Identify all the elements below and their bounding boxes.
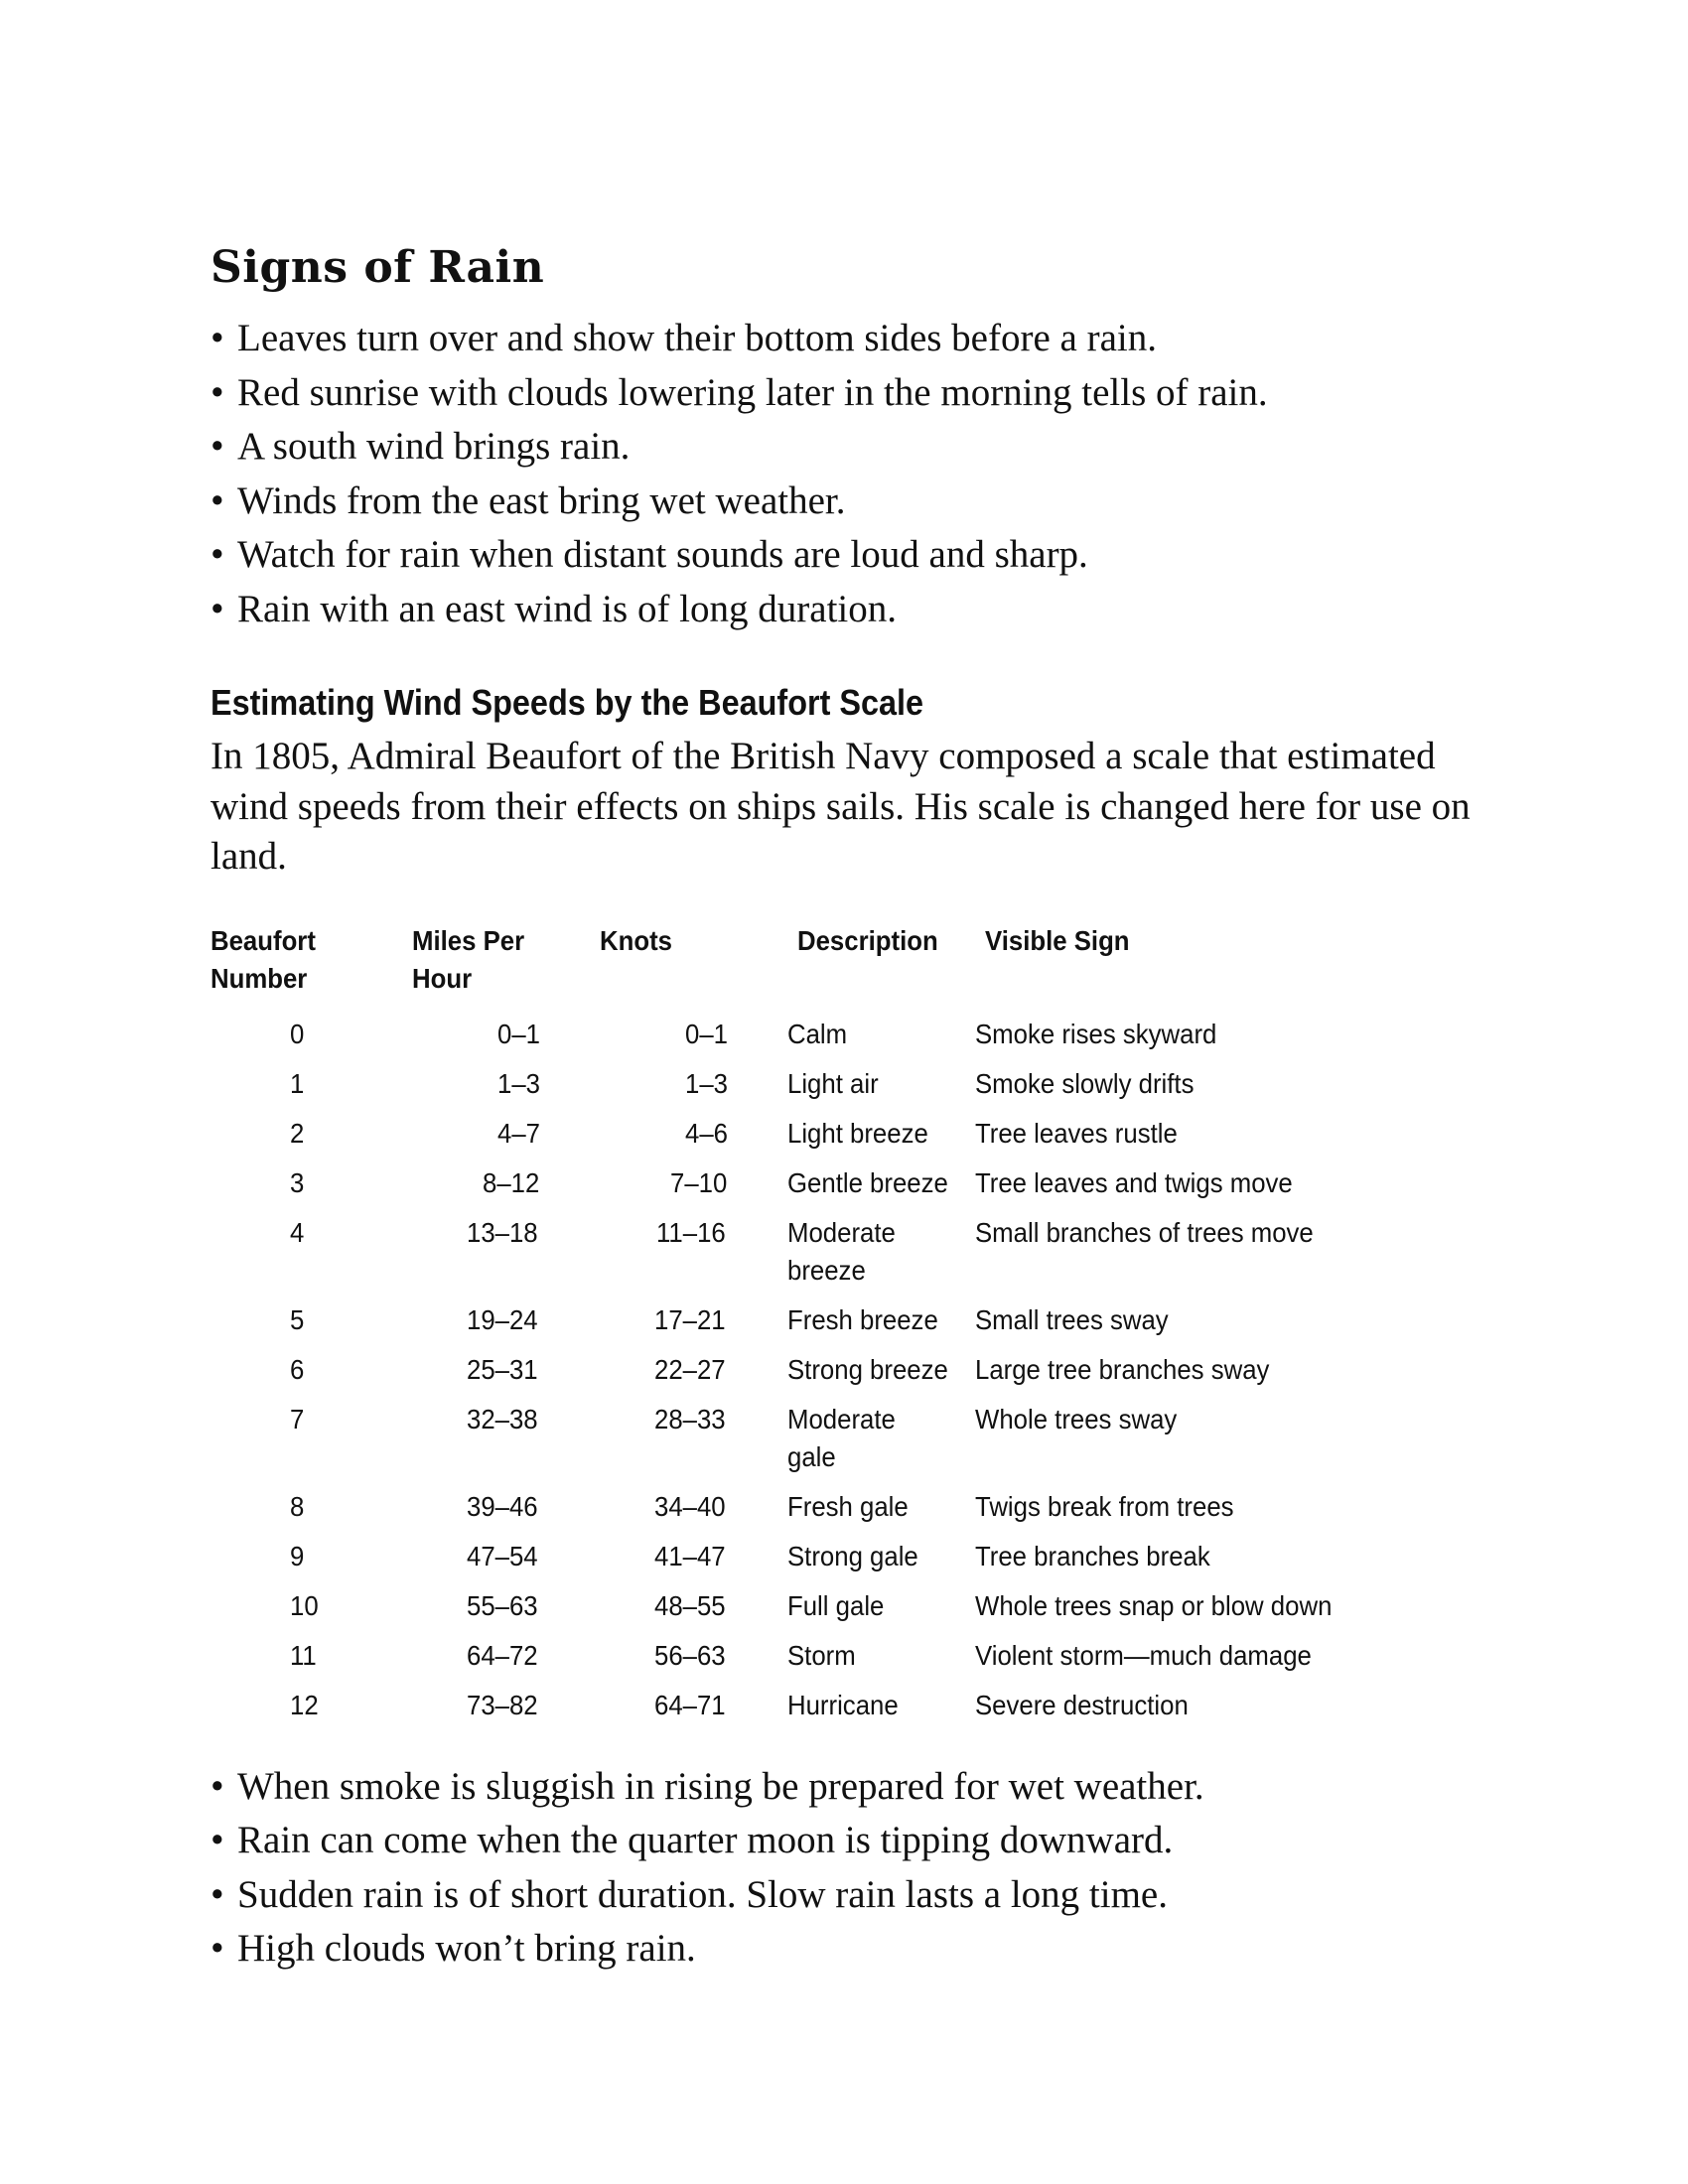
cell-number: 4 [290,1216,305,1248]
table-row [211,1395,1422,1482]
header-description: Description [797,924,938,956]
cell-description: Gentle breeze [787,1166,948,1198]
cell-description: Fresh breeze [787,1303,938,1335]
signs-of-rain-list [211,312,1501,636]
list-item: • Leaves turn over and show their bottom sides before a rain. [211,312,1501,366]
cell-visible-sign: Whole trees snap or blow down [975,1589,1333,1621]
document-page [211,238,1501,1977]
cell-visible-sign: Tree leaves and twigs move [975,1166,1293,1198]
list-item: • Rain can come when the quarter moon is tipping downward. [211,1814,1501,1868]
cell-knots: 22–27 [654,1353,726,1385]
list-item: • High clouds won’t bring rain. [211,1922,1501,1977]
more-rain-signs-list [211,1760,1501,1977]
cell-mph: 32–38 [467,1403,538,1434]
cell-mph: 0–1 [497,1018,541,1049]
cell-knots: 4–6 [685,1117,729,1149]
cell-description: Strong gale [787,1540,918,1571]
cell-description: Light air [787,1067,879,1099]
header-miles-per-hour: Miles Per Hour [412,924,525,994]
cell-knots: 17–21 [654,1303,726,1335]
cell-visible-sign: Large tree branches sway [975,1353,1270,1385]
cell-number: 8 [290,1490,305,1522]
cell-mph: 4–7 [497,1117,541,1149]
cell-mph: 13–18 [467,1216,538,1248]
cell-knots: 1–3 [685,1067,729,1099]
cell-knots: 41–47 [654,1540,726,1571]
list-item: • Sudden rain is of short duration. Slow rain lasts a long time. [211,1868,1501,1923]
cell-description: Fresh gale [787,1490,909,1522]
list-item: • Red sunrise with clouds lowering later in the morning tells of rain. [211,366,1501,421]
cell-knots: 64–71 [654,1689,726,1720]
cell-description: Calm [787,1018,848,1049]
beaufort-intro: In 1805, Admiral Beaufort of the British Navy composed a scale that estimated wind speeds from their effects on ships sails. His scale is changed here for use on land. [211,735,1471,878]
list-item: • Winds from the east bring wet weather. [211,475,1501,529]
cell-visible-sign: Small trees sway [975,1303,1169,1335]
table-row [211,1482,1422,1532]
table-row [211,1010,1422,1059]
cell-mph: 8–12 [482,1166,540,1198]
cell-knots: 0–1 [685,1018,729,1049]
cell-mph: 55–63 [467,1589,538,1621]
cell-number: 7 [290,1403,305,1434]
cell-number: 11 [290,1639,317,1671]
table-row [211,1296,1422,1345]
list-item: • A south wind brings rain. [211,420,1501,475]
cell-visible-sign: Smoke rises skyward [975,1018,1217,1049]
header-beaufort-number: Beaufort Number [211,924,316,994]
table-row [211,1208,1422,1296]
table-row [211,1532,1422,1581]
cell-number: 6 [290,1353,305,1385]
list-item: • Rain with an east wind is of long duration. [211,583,1501,637]
cell-description: Moderate breeze [787,1216,896,1286]
section-title: Signs of Rain [211,242,545,293]
cell-mph: 73–82 [467,1689,538,1720]
header-visible-sign: Visible Sign [985,924,1130,956]
cell-knots: 56–63 [654,1639,726,1671]
cell-number: 5 [290,1303,305,1335]
table-row [211,1581,1422,1631]
cell-description: Storm [787,1639,856,1671]
beaufort-table [211,922,1422,1730]
cell-description: Hurricane [787,1689,899,1720]
cell-visible-sign: Violent storm—much damage [975,1639,1312,1671]
cell-knots: 11–16 [656,1216,726,1248]
cell-number: 0 [290,1018,305,1049]
beaufort-heading: Estimating Wind Speeds by the Beaufort Scale [211,682,924,723]
table-row [211,1159,1422,1208]
cell-visible-sign: Severe destruction [975,1689,1189,1720]
cell-number: 9 [290,1540,305,1571]
cell-visible-sign: Small branches of trees move [975,1216,1314,1248]
cell-number: 10 [290,1589,319,1621]
header-knots: Knots [600,924,672,956]
table-row [211,1345,1422,1395]
cell-mph: 64–72 [467,1639,538,1671]
cell-number: 3 [290,1166,305,1198]
cell-mph: 39–46 [467,1490,538,1522]
table-row [211,1059,1422,1109]
cell-mph: 1–3 [497,1067,541,1099]
cell-visible-sign: Tree leaves rustle [975,1117,1178,1149]
cell-mph: 25–31 [467,1353,538,1385]
cell-description: Strong breeze [787,1353,948,1385]
cell-description: Light breeze [787,1117,928,1149]
table-row [211,1109,1422,1159]
cell-visible-sign: Twigs break from trees [975,1490,1234,1522]
cell-description: Moderate gale [787,1403,896,1472]
cell-mph: 47–54 [467,1540,538,1571]
table-row [211,1631,1422,1681]
table-row [211,1681,1422,1730]
cell-number: 1 [290,1067,305,1099]
table-header-row [211,922,1422,1010]
cell-mph: 19–24 [467,1303,538,1335]
cell-number: 12 [290,1689,319,1720]
cell-knots: 34–40 [654,1490,726,1522]
cell-description: Full gale [787,1589,885,1621]
list-item: • Watch for rain when distant sounds are loud and sharp. [211,528,1501,583]
list-item: • When smoke is sluggish in rising be prepared for wet weather. [211,1760,1501,1815]
cell-visible-sign: Whole trees sway [975,1403,1178,1434]
cell-number: 2 [290,1117,305,1149]
cell-visible-sign: Tree branches break [975,1540,1210,1571]
cell-visible-sign: Smoke slowly drifts [975,1067,1195,1099]
cell-knots: 7–10 [669,1166,728,1198]
cell-knots: 48–55 [654,1589,726,1621]
cell-knots: 28–33 [654,1403,726,1434]
